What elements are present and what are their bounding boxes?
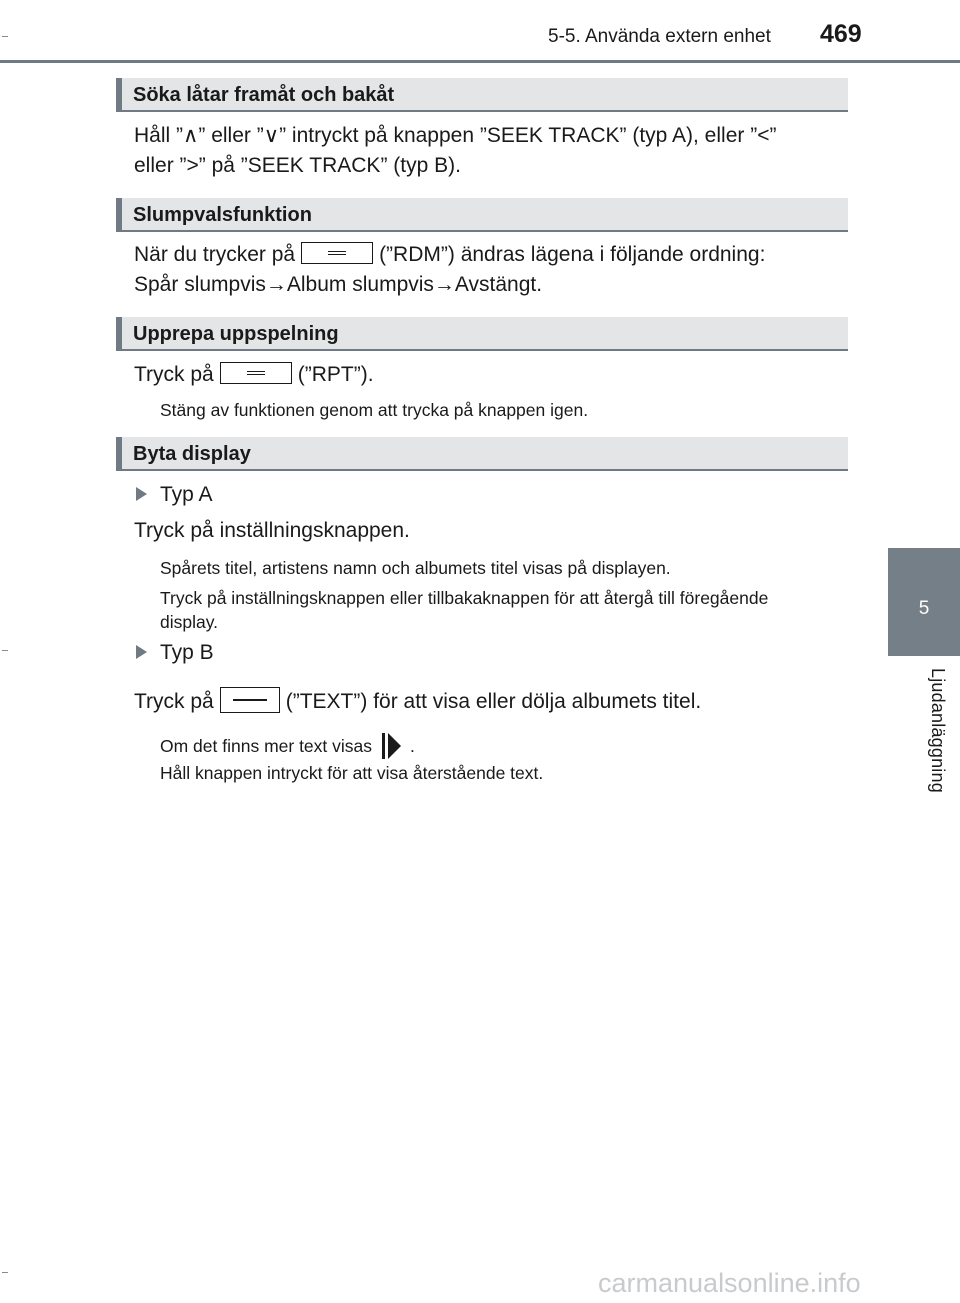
random-text-after: (”RDM”) ändras lägena i följande ordning: <box>379 243 766 266</box>
section-heading-seek <box>116 78 848 112</box>
repeat-note: Stäng av funktionen genom att trycka på knappen igen. <box>160 400 589 420</box>
watermark: carmanualsonline.info <box>598 1268 861 1298</box>
repeat-text-before: Tryck på <box>134 363 214 386</box>
next-text-icon <box>380 733 404 759</box>
seek-text-line2: eller ”>” på ”SEEK TRACK” (typ B). <box>134 154 461 177</box>
double-line-button-icon <box>220 362 292 384</box>
crop-mark <box>2 650 8 651</box>
chapter-tab-number: 5 <box>918 598 930 619</box>
type-b-heading <box>136 638 214 668</box>
seek-text-line1: Håll ”∧” eller ”∨” intryckt på knappen ”SEEK TRACK” (typ A), eller ”<” <box>134 124 777 147</box>
type-b-note2: Håll knappen intryckt för att visa återstående text. <box>160 763 544 783</box>
random-text-before: När du trycker på <box>134 243 296 266</box>
type-b-note1 <box>160 733 415 761</box>
bullet-triangle-icon <box>136 487 147 501</box>
section-heading-random <box>116 198 848 232</box>
chapter-tab <box>888 548 960 656</box>
repeat-text <box>134 360 374 390</box>
type-a-heading <box>136 480 213 510</box>
type-b-text <box>134 687 701 717</box>
chapter-title: 5-5. Använda extern enhet <box>548 26 771 47</box>
type-b-note1-before: Om det finns mer text visas <box>160 736 373 756</box>
bullet-triangle-icon <box>136 645 147 659</box>
section-heading-display-text: Byta display <box>133 443 251 465</box>
header-rule <box>0 60 960 63</box>
type-a-label: Typ A <box>160 483 213 506</box>
section-heading-display <box>116 437 848 471</box>
double-line-button-icon <box>301 242 373 264</box>
repeat-text-after: (”RPT”). <box>297 363 374 386</box>
random-text-line2: Spår slumpvis→Album slumpvis→Avstängt. <box>134 273 543 296</box>
section-heading-random-text: Slumpvalsfunktion <box>133 204 312 226</box>
type-b-label: Typ B <box>160 641 214 664</box>
section-heading-repeat <box>116 317 848 351</box>
section-heading-repeat-text: Upprepa uppspelning <box>133 323 339 345</box>
type-b-text-after: (”TEXT”) för att visa eller dölja albumets titel. <box>285 690 702 713</box>
type-a-note2-line2: display. <box>160 612 219 632</box>
type-b-text-before: Tryck på <box>134 690 214 713</box>
section-heading-seek-text: Söka låtar framåt och bakåt <box>133 84 395 106</box>
chapter-tab-label: Ljudanläggning <box>928 668 948 793</box>
type-b-note1-after: . <box>410 736 415 756</box>
random-text-line1 <box>134 240 765 270</box>
page-number: 469 <box>820 20 862 48</box>
crop-mark <box>2 1272 8 1273</box>
type-a-text: Tryck på inställningsknappen. <box>134 519 410 542</box>
crop-mark <box>2 36 8 37</box>
single-line-button-icon <box>220 687 280 713</box>
type-a-note1: Spårets titel, artistens namn och albumets titel visas på displayen. <box>160 558 671 578</box>
type-a-note2-line1: Tryck på inställningsknappen eller tillbakaknappen för att återgå till föregående <box>160 588 769 608</box>
